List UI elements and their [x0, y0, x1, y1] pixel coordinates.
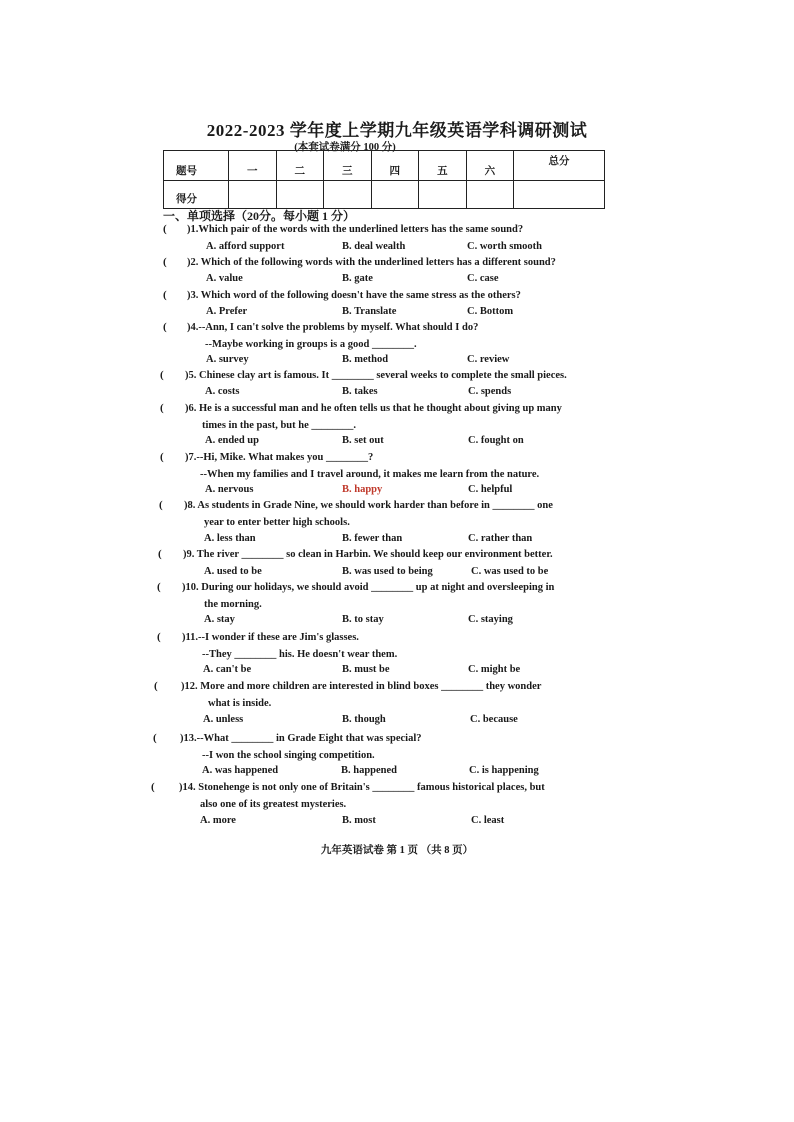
answer-option[interactable]: B. Translate: [342, 306, 397, 317]
question-text: )8. As students in Grade Nine, we should work harder than before in ________ one: [184, 500, 553, 511]
question-text: )13.--What ________ in Grade Eight that was special?: [180, 733, 422, 744]
section-heading: 一、单项选择（20分。每小题 1 分）: [163, 209, 356, 223]
question-text: )6. He is a successful man and he often tells us that he thought about giving up many: [185, 403, 562, 414]
answer-paren[interactable]: (: [163, 223, 167, 235]
question-text: --I won the school singing competition.: [202, 750, 375, 761]
answer-option[interactable]: B. happy: [342, 484, 383, 495]
answer-option[interactable]: C. because: [470, 714, 518, 725]
score-cell[interactable]: [276, 181, 324, 209]
exam-title: 2022-2023 学年度上学期九年级英语学科调研测试: [206, 121, 588, 140]
answer-option[interactable]: C. Bottom: [467, 306, 514, 317]
question-text: )2. Which of the following words with the underlined letters has a different sound?: [187, 257, 556, 268]
score-table-score-row: [164, 181, 605, 209]
answer-option[interactable]: A. Prefer: [206, 306, 248, 317]
question-text: )3. Which word of the following doesn't have the same stress as the others?: [187, 290, 521, 301]
answer-option[interactable]: A. value: [206, 273, 243, 284]
answer-option[interactable]: C. worth smooth: [467, 241, 542, 252]
answer-option[interactable]: B. must be: [342, 664, 390, 675]
answer-option[interactable]: C. staying: [468, 614, 513, 625]
answer-paren[interactable]: (: [163, 289, 167, 301]
answer-option[interactable]: C. might be: [468, 664, 521, 675]
score-col-2: 二: [276, 151, 324, 181]
question-text: )9. The river ________ so clean in Harbin. We should keep our environment better.: [183, 549, 553, 560]
answer-option[interactable]: B. takes: [342, 386, 378, 397]
answer-option[interactable]: A. was happened: [202, 765, 279, 776]
score-cell[interactable]: [419, 181, 467, 209]
question-text: )12. More and more children are interested in blind boxes ________ they wonder: [181, 681, 542, 692]
question-text: --When my families and I travel around, it makes me learn from the nature.: [200, 469, 540, 480]
score-table: [163, 150, 605, 209]
question-text: what is inside.: [208, 698, 272, 709]
answer-option[interactable]: A. less than: [204, 533, 256, 544]
answer-paren[interactable]: (: [151, 781, 155, 793]
answer-option[interactable]: C. spends: [468, 386, 512, 397]
answer-option[interactable]: A. costs: [205, 386, 240, 397]
question-text: )4.--Ann, I can't solve the problems by myself. What should I do?: [187, 322, 479, 333]
score-col-3: 三: [324, 151, 372, 181]
score-table-label: 得分: [164, 181, 229, 209]
answer-option[interactable]: C. is happening: [469, 765, 539, 776]
score-cell[interactable]: [324, 181, 372, 209]
question-text: year to enter better high schools.: [204, 517, 350, 528]
score-cell[interactable]: [371, 181, 419, 209]
question-text: also one of its greatest mysteries.: [200, 799, 347, 810]
answer-option[interactable]: B. though: [342, 714, 386, 725]
answer-option[interactable]: A. used to be: [204, 566, 262, 577]
score-cell[interactable]: [514, 181, 605, 209]
answer-option[interactable]: A. survey: [206, 354, 249, 365]
answer-option[interactable]: B. was used to being: [342, 566, 433, 577]
answer-option[interactable]: A. afford support: [206, 241, 285, 252]
answer-option[interactable]: B. happened: [341, 765, 398, 776]
exam-subtitle: (本套试卷满分 100 分): [294, 142, 396, 153]
answer-option[interactable]: C. rather than: [468, 533, 533, 544]
page-footer: 九年英语试卷 第 1 页 （共 8 页）: [320, 845, 474, 856]
answer-option[interactable]: B. method: [342, 354, 389, 365]
answer-paren[interactable]: (: [153, 732, 157, 744]
score-cell[interactable]: [466, 181, 514, 209]
question-text: )5. Chinese clay art is famous. It ________ several weeks to complete the small pieces.: [185, 370, 567, 381]
answer-paren[interactable]: (: [159, 499, 163, 511]
answer-option[interactable]: C. helpful: [468, 484, 513, 495]
score-cell[interactable]: [229, 181, 277, 209]
answer-option[interactable]: B. set out: [342, 435, 384, 446]
answer-paren[interactable]: (: [154, 680, 158, 692]
answer-paren[interactable]: (: [160, 402, 164, 414]
answer-option[interactable]: C. fought on: [468, 435, 524, 446]
answer-option[interactable]: C. case: [467, 273, 499, 284]
score-col-1: 一: [229, 151, 277, 181]
answer-option[interactable]: A. more: [200, 815, 236, 826]
question-text: times in the past, but he ________.: [202, 420, 357, 431]
answer-option[interactable]: B. deal wealth: [342, 241, 406, 252]
question-text: the morning.: [204, 599, 262, 610]
question-text: --Maybe working in groups is a good ________.: [205, 339, 417, 350]
score-table-label: 题号: [164, 151, 229, 181]
answer-paren[interactable]: (: [163, 321, 167, 333]
answer-paren[interactable]: (: [160, 369, 164, 381]
question-text: )11.--I wonder if these are Jim's glasses.: [182, 632, 359, 643]
score-col-4: 四: [371, 151, 419, 181]
question-text: )14. Stonehenge is not only one of Britain's ________ famous historical places, but: [179, 782, 545, 793]
answer-option[interactable]: C. was used to be: [471, 566, 549, 577]
answer-paren[interactable]: (: [160, 451, 164, 463]
score-col-6: 六: [466, 151, 514, 181]
score-col-5: 五: [419, 151, 467, 181]
score-col-total: 总分: [514, 151, 605, 181]
answer-option[interactable]: A. can't be: [203, 664, 252, 675]
answer-paren[interactable]: (: [158, 548, 162, 560]
answer-option[interactable]: C. least: [471, 815, 505, 826]
answer-option[interactable]: B. gate: [342, 273, 373, 284]
answer-option[interactable]: C. review: [467, 354, 510, 365]
question-text: )10. During our holidays, we should avoid ________ up at night and oversleeping in: [182, 582, 555, 593]
answer-paren[interactable]: (: [157, 631, 161, 643]
answer-option[interactable]: A. stay: [204, 614, 235, 625]
question-text: )1.Which pair of the words with the underlined letters has the same sound?: [187, 224, 524, 235]
answer-option[interactable]: B. to stay: [342, 614, 384, 625]
answer-option[interactable]: A. nervous: [205, 484, 254, 495]
answer-option[interactable]: A. ended up: [205, 435, 259, 446]
answer-paren[interactable]: (: [163, 256, 167, 268]
question-text: --They ________ his. He doesn't wear them.: [202, 649, 398, 660]
answer-option[interactable]: B. most: [342, 815, 376, 826]
answer-paren[interactable]: (: [157, 581, 161, 593]
score-table-header-row: [164, 151, 605, 181]
question-text: )7.--Hi, Mike. What makes you ________?: [185, 452, 374, 463]
answer-option[interactable]: B. fewer than: [342, 533, 403, 544]
answer-option[interactable]: A. unless: [203, 714, 244, 725]
